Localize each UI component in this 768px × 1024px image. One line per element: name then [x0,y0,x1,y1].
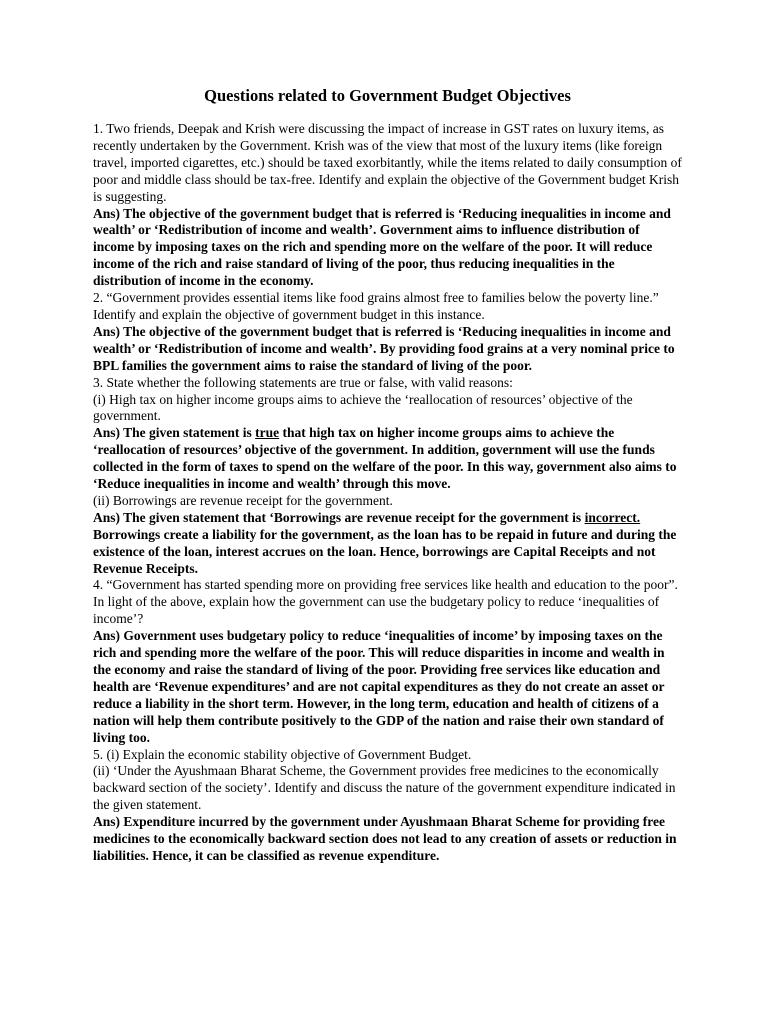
answer-3-ii [93,510,682,578]
question-3-ii: (ii) Borrowings are revenue receipt for the government. [93,492,393,508]
answer-3-ii-underlined: incorrect. [584,509,641,525]
answer-1: Ans) The objective of the government budget that is referred is ‘Reducing inequalities in income and wealth’ or ‘Redistribution of income and wealth’. Government aims to influence distribution of income by imposing taxes on the rich and spending more on the welfare of the poor. It will reduce income of the rich and raise standard of living of the poor, thus reducing inequalities in the distribution of income in the economy. [93,205,671,289]
answer-3-i-underlined: true [255,425,280,441]
question-5-ii: (ii) ‘Under the Ayushmaan Bharat Scheme, the Government provides free medicines to the economically backward section of the society’. Identify and discuss the nature of the government expenditure indicated in the given statement. [93,763,676,813]
answer-4: Ans) Government uses budgetary policy to reduce ‘inequalities of income’ by imposing taxes on the rich and spending more the welfare of the poor. This will reduce disparities in income and wealth in the economy and raise the standard of living of the poor. Providing free services like education and health are ‘Revenue expenditures’ and are not capital expenditures as they do not create an asset or reduce a liability in the short term. However, in the long term, education and health of citizens of a nation will help them contribute positively to the GDP of the nation and raise their own standard of living too. [93,628,665,745]
answer-3-ii-post: Borrowings create a liability for the government, as the loan has to be repaid in future and during the existence of the loan, interest accrues on the loan. Hence, borrowings are Capital Receipts and not Revenue Receipts. [93,526,677,576]
qa-content [93,121,682,865]
answer-3-i-pre: Ans) The given statement is [93,425,256,441]
answer-3-i [93,425,682,493]
question-3-i: (i) High tax on higher income groups aims to achieve the ‘reallocation of resources’ objective of the government. [93,391,633,424]
question-3: 3. State whether the following statements are true or false, with valid reasons: [93,374,513,390]
question-2: 2. “Government provides essential items like food grains almost free to families below the poverty line.” Identify and explain the objective of government budget in this instance. [93,290,659,322]
question-5-i: 5. (i) Explain the economic stability objective of Government Budget. [93,746,472,762]
answer-2: Ans) The objective of the government budget that is referred is ‘Reducing inequalities in income and wealth’ or ‘Redistribution of income and wealth’. By providing food grains at a very nominal price to BPL families the government aims to raise the standard of living of the poor. [93,323,675,373]
answer-3-ii-pre: Ans) The given statement that ‘Borrowings are revenue receipt for the government is [93,509,585,525]
answer-5: Ans) Expenditure incurred by the government under Ayushmaan Bharat Scheme for providing free medicines to the economically backward section does not lead to any creation of assets or reduction in liabilities. Hence, it can be classified as revenue expenditure. [93,814,677,863]
answer-3-i-post: that high tax on higher income groups aims to achieve the ‘reallocation of resources’ objective of the government. In addition, government will use the funds collected in the form of taxes to spend on the welfare of the poor. In this way, government also aims to ‘Reduce inequalities in income and wealth’ through this move. [93,425,677,492]
question-1: 1. Two friends, Deepak and Krish were discussing the impact of increase in GST rates on luxury items, as recently undertaken by the Government. Krish was of the view that most of the luxury items (like foreign travel, imported cigarettes, etc.) should be taxed exorbitantly, while the items related to daily consumption of poor and middle class should be tax-free. Identify and explain the objective of the Government budget Krish is suggesting. [93,121,682,204]
page-title: Questions related to Government Budget Objectives [204,86,571,105]
question-4: 4. “Government has started spending more on providing free services like health and education to the poor”. In light of the above, explain how the government can use the budgetary policy to reduce ‘inequalities of income’? [93,577,678,627]
